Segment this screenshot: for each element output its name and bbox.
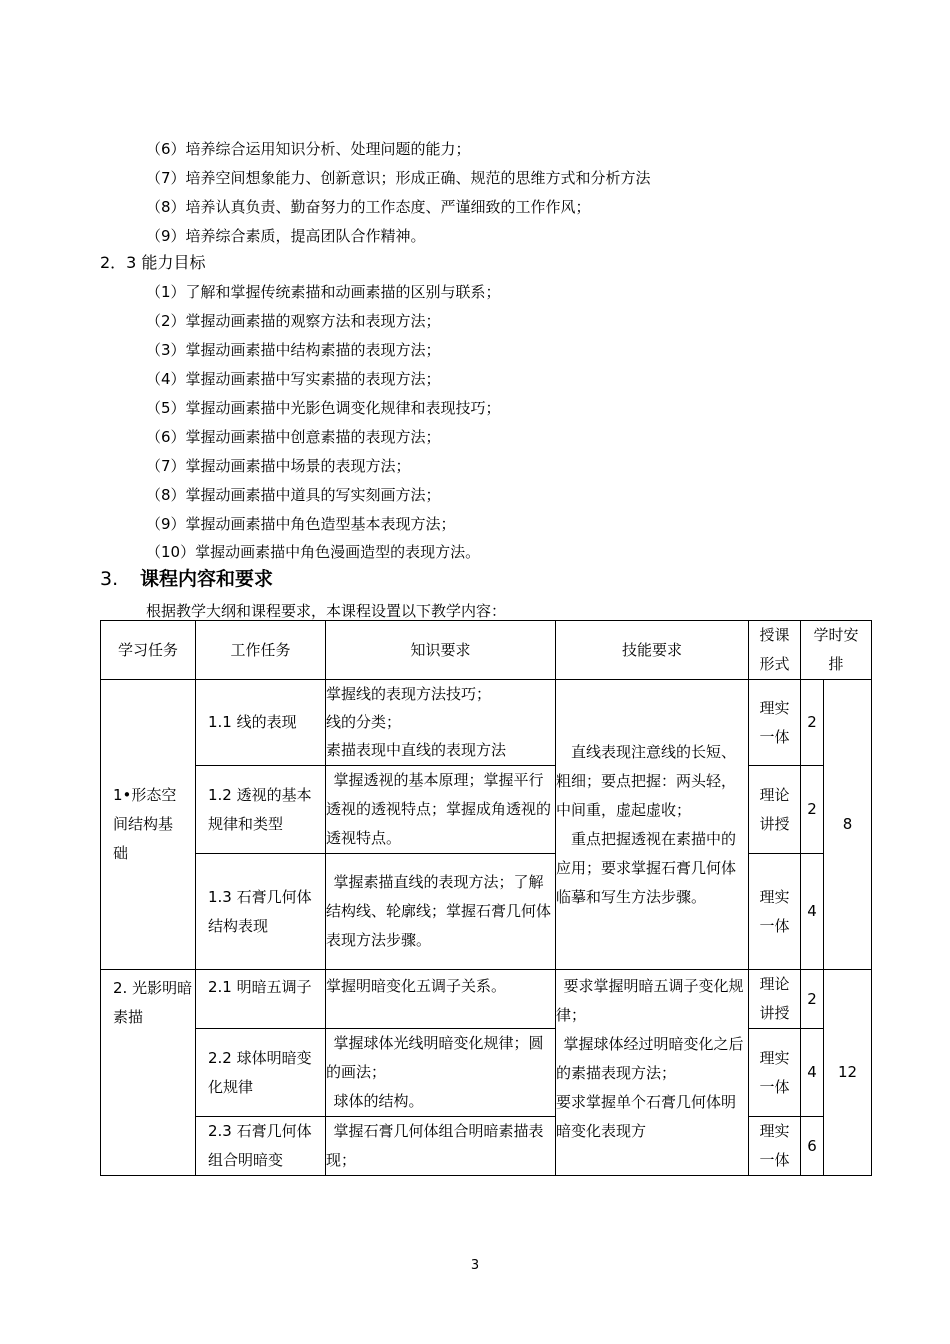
section-3-title: 课程内容和要求	[140, 568, 274, 590]
table-row	[101, 1029, 872, 1117]
knowledge-cell: 掌握透视的基本原理；掌握平行透视的透视特点；掌握成角透视的透视特点。	[326, 766, 556, 854]
teaching-form	[749, 1117, 801, 1176]
header-skill: 技能要求	[556, 621, 749, 680]
knowledge-cell: 掌握明暗变化五调子关系。	[326, 970, 556, 1029]
skill-cell	[556, 970, 749, 1176]
table-row	[101, 766, 872, 854]
table-row	[101, 970, 872, 1029]
objective-9: （9）培养综合素质，提高团队合作精神。	[146, 227, 426, 245]
section-3-intro: 根据教学大纲和课程要求，本课程设置以下教学内容：	[146, 602, 507, 620]
teaching-form: 理论讲授	[749, 970, 801, 1029]
teaching-form: 理实一体	[749, 1029, 801, 1117]
header-knowledge: 知识要求	[326, 621, 556, 680]
work-task: 2.1 明暗五调子	[196, 970, 326, 1029]
knowledge-line: 掌握线的表现方法技巧；	[326, 685, 492, 703]
total-hours: 12	[824, 970, 872, 1176]
hours: 6	[801, 1117, 824, 1176]
total-hours: 8	[824, 680, 872, 970]
hours: 4	[801, 1029, 824, 1117]
teaching-form: 理论讲授	[749, 766, 801, 854]
hours: 2	[801, 970, 824, 1029]
work-task	[196, 1117, 326, 1176]
header-hours: 学时安排	[801, 621, 872, 680]
knowledge-line: 素描表现中直线的表现方法	[326, 741, 507, 759]
ability-item: （3）掌握动画素描中结构素描的表现方法；	[146, 341, 441, 359]
knowledge-cell: 掌握石膏几何体组合明暗素描表现；	[326, 1117, 556, 1176]
work-task: 1.1 线的表现	[196, 680, 326, 766]
header-work-task: 工作任务	[196, 621, 326, 680]
section-3-number: 3.	[100, 568, 119, 590]
page-number: 3	[470, 1258, 480, 1273]
teaching-form: 理实一体	[749, 854, 801, 970]
work-task-text: 2.3 石膏几何体组合明暗变	[208, 1122, 312, 1169]
ability-item: （1）了解和掌握传统素描和动画素描的区别与联系；	[146, 283, 501, 301]
work-task: 1.3 石膏几何体结构表现	[196, 854, 326, 970]
learning-task-2: 2. 光影明暗素描	[101, 970, 196, 1176]
header-teaching-form: 授课形式	[749, 621, 801, 680]
skill-line: 掌握球体经过明暗变化之后的素描表现方法；	[556, 1035, 744, 1082]
ability-item: （5）掌握动画素描中光影色调变化规律和表现技巧；	[146, 399, 501, 417]
ability-item: （7）掌握动画素描中场景的表现方法；	[146, 457, 411, 475]
section-2-3-heading: 2．3 能力目标	[100, 253, 206, 272]
knowledge-line: 线的分类；	[326, 713, 402, 731]
hours: 4	[801, 854, 824, 970]
table-row	[101, 854, 872, 970]
knowledge-line: 掌握球体光线明暗变化规律；圆的画法；	[326, 1034, 544, 1081]
knowledge-cell: 掌握素描直线的表现方法；了解结构线、轮廓线；掌握石膏几何体表现方法步骤。	[326, 854, 556, 970]
hours: 2	[801, 766, 824, 854]
knowledge-cell	[326, 680, 556, 766]
skill-line: 要求掌握单个石膏几何体明暗变化表现方	[556, 1093, 737, 1140]
ability-item: （10）掌握动画素描中角色漫画造型的表现方法。	[146, 543, 481, 561]
table-row	[101, 1117, 872, 1176]
skill-line: 直线表现注意线的长短、粗细；要点把握：两头轻，中间重，虚起虚收；	[556, 742, 737, 819]
skill-line: 要求掌握明暗五调子变化规律；	[556, 977, 744, 1024]
work-task: 2.2 球体明暗变化规律	[196, 1029, 326, 1117]
course-content-table	[100, 620, 872, 1176]
ability-item: （9）掌握动画素描中角色造型基本表现方法；	[146, 515, 456, 533]
table-row	[101, 680, 872, 766]
knowledge-cell	[326, 1029, 556, 1117]
ability-item: （4）掌握动画素描中写实素描的表现方法；	[146, 370, 441, 388]
hours: 2	[801, 680, 824, 766]
objective-7: （7）培养空间想象能力、创新意识；形成正确、规范的思维方式和分析方法	[146, 169, 651, 187]
knowledge-line: 球体的结构。	[333, 1092, 424, 1110]
skill-line: 重点把握透视在素描中的应用；要求掌握石膏几何体临摹和写生方法步骤。	[556, 829, 737, 906]
ability-item: （8）掌握动画素描中道具的写实刻画方法；	[146, 486, 441, 504]
work-task: 1.2 透视的基本规律和类型	[196, 766, 326, 854]
skill-cell	[556, 680, 749, 970]
section-3-heading	[100, 566, 273, 592]
teaching-form-text: 理实一体	[759, 1122, 790, 1169]
header-learning-task: 学习任务	[101, 621, 196, 680]
learning-task-1: 1•形态空间结构基础	[101, 680, 196, 970]
objective-8: （8）培养认真负责、勤奋努力的工作态度、严谨细致的工作作风；	[146, 198, 591, 216]
ability-item: （6）掌握动画素描中创意素描的表现方法；	[146, 428, 441, 446]
objective-6: （6）培养综合运用知识分析、处理问题的能力；	[146, 140, 471, 158]
teaching-form: 理实一体	[749, 680, 801, 766]
ability-item: （2）掌握动画素描的观察方法和表现方法；	[146, 312, 441, 330]
